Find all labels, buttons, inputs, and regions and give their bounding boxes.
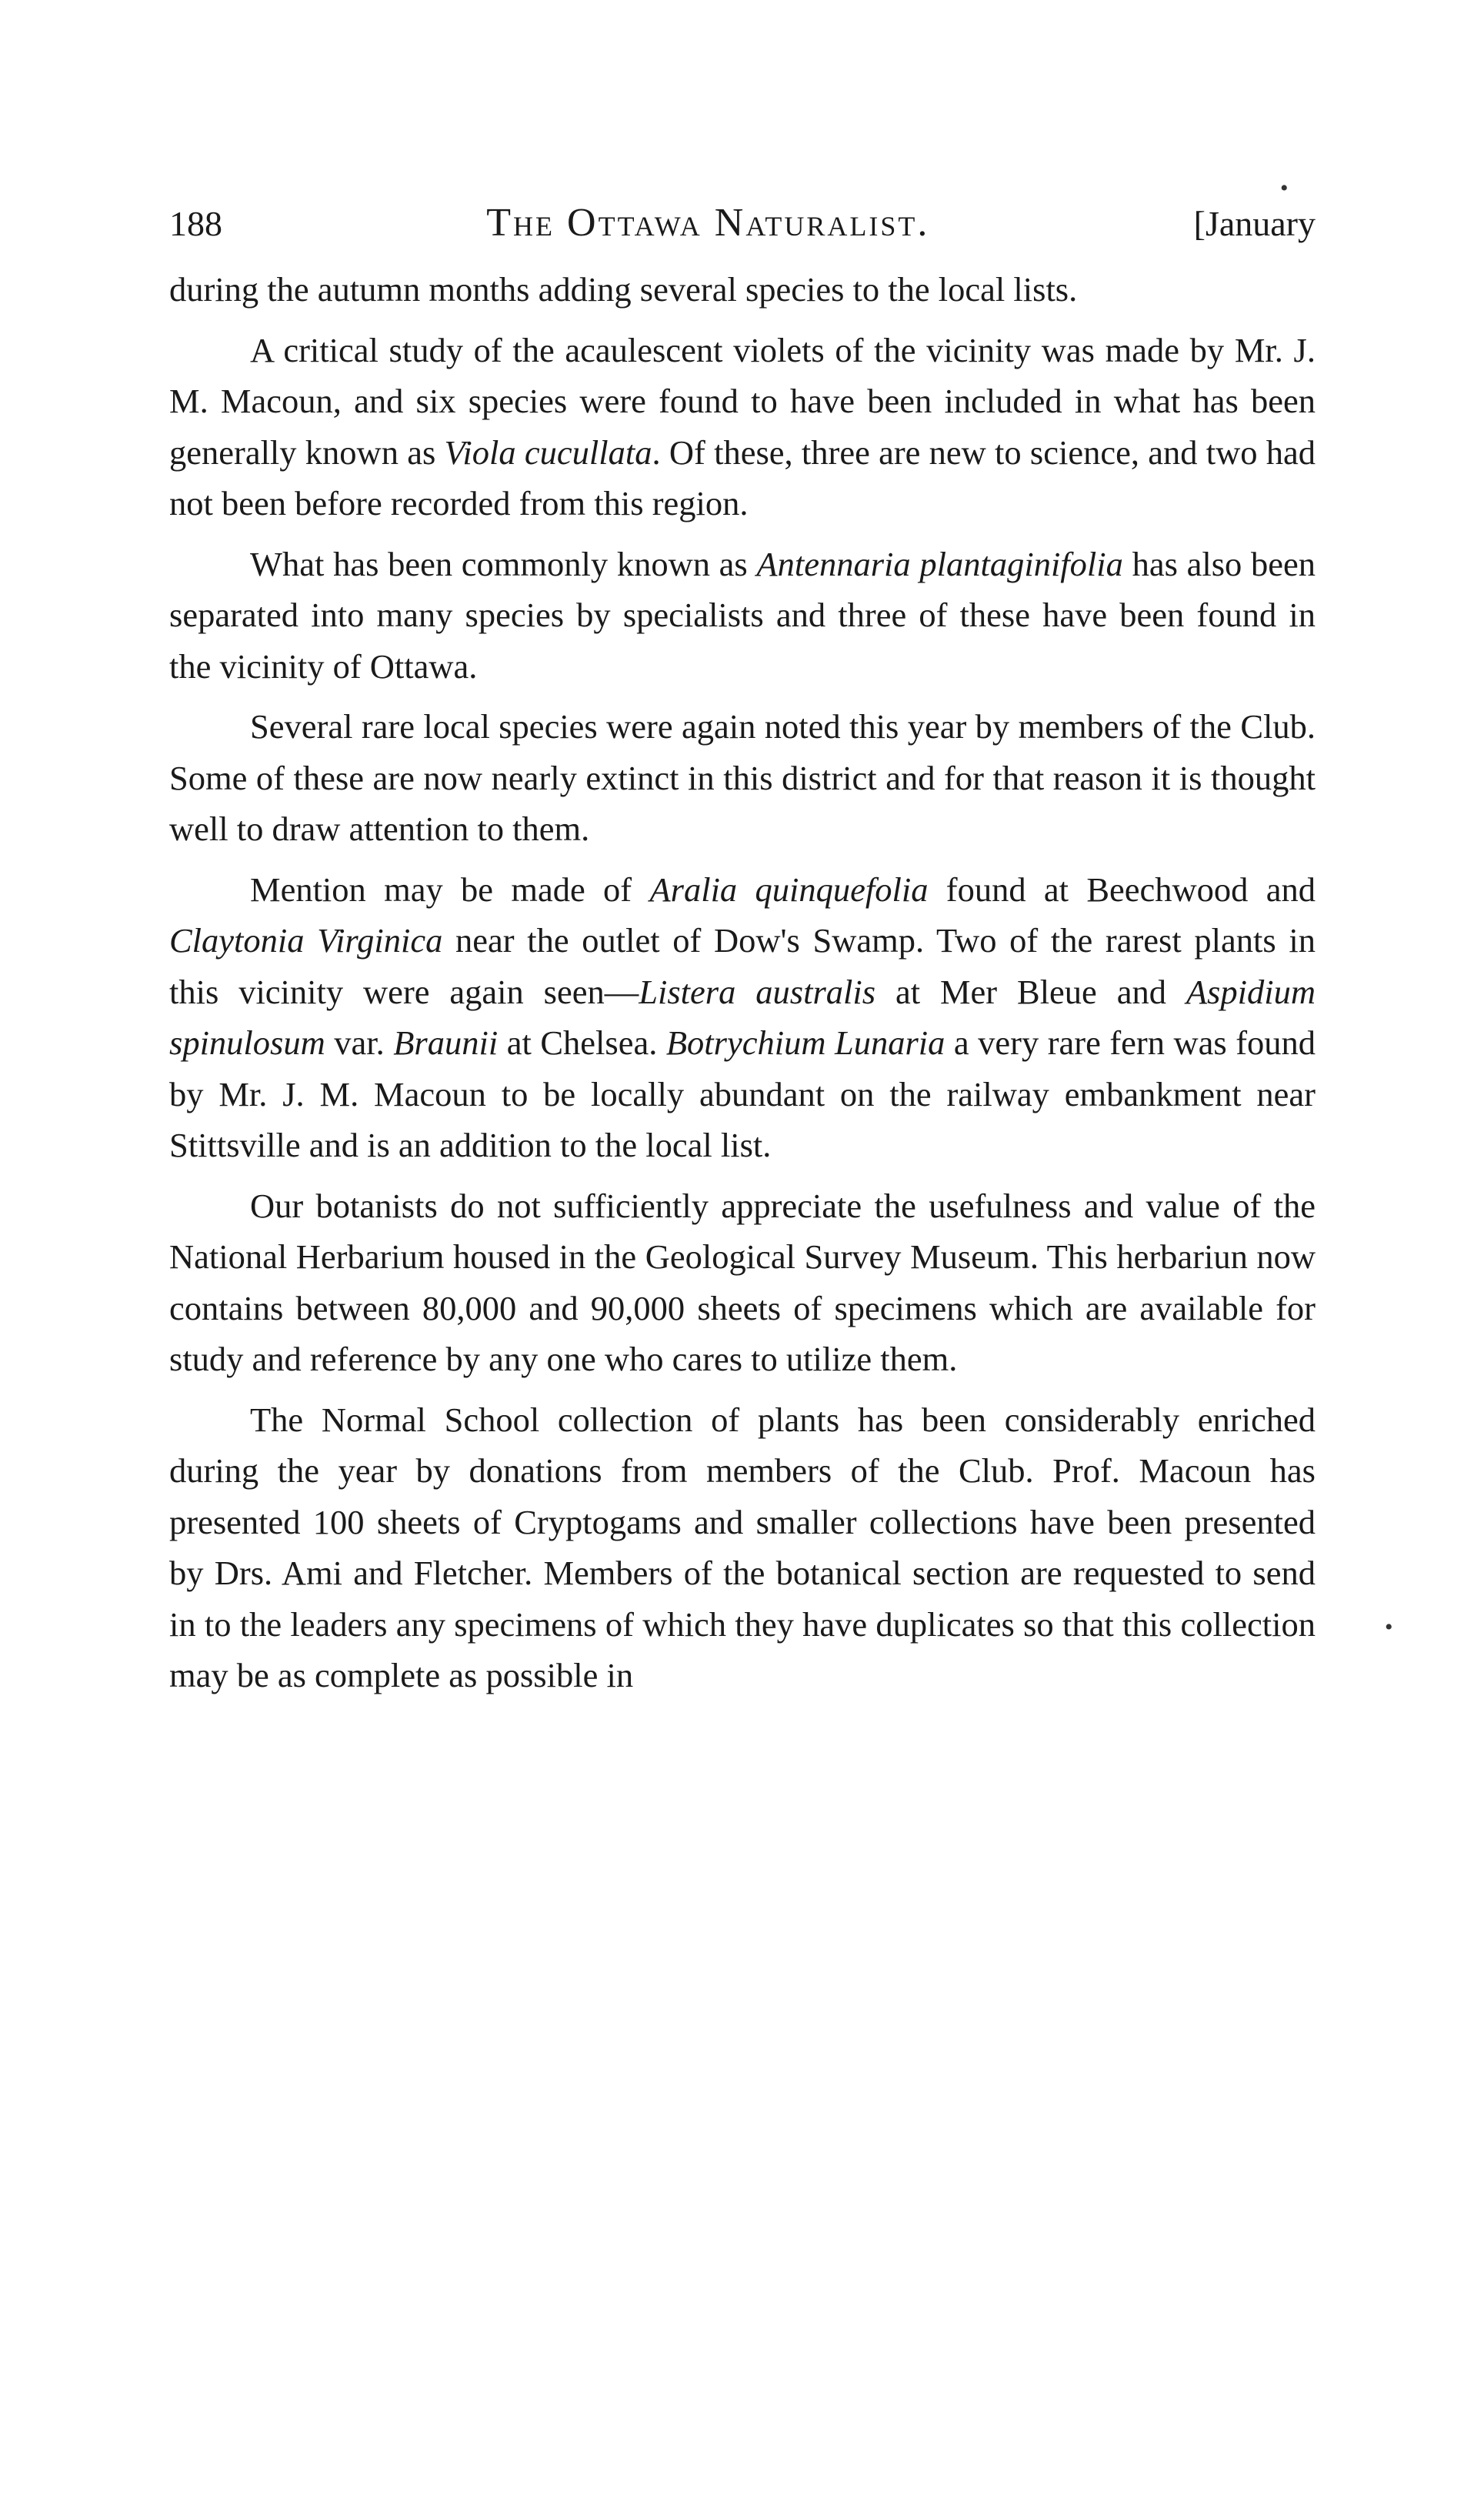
text-run: during the autumn months adding several species to the local lists. — [169, 270, 1078, 309]
paragraph — [169, 325, 1316, 529]
text-run: What has been commonly known as — [250, 544, 757, 583]
text-run: found at Beechwood and — [928, 870, 1316, 909]
paragraph — [169, 701, 1316, 855]
issue-month: [January — [1193, 204, 1316, 243]
text-run: var. — [325, 1023, 394, 1062]
italic-species-name: Braunii — [393, 1023, 499, 1062]
italic-species-name: Botrychium Lunaria — [665, 1023, 945, 1062]
paragraph — [169, 264, 1316, 315]
text-run: Mention may be made of — [250, 870, 650, 909]
text-run: A critical study of the acaulescent violets of the vicinity was made by Mr. J. M. Macoun, and six species were found to have been included in what has been generally known as — [169, 330, 1316, 472]
running-head — [169, 200, 1316, 247]
text-run: The Normal School collection of plants has been considerably enriched during the year by donations from members of the Club. Prof. Macoun has presented 100 sheets of Cryptogams and smaller collections have been presented by Drs. Ami and Fletcher. Members of the botanical section are requested to send in to the leaders any specimens of which they have duplicates so that this collection may be as complete as possible in — [169, 1400, 1316, 1694]
italic-species-name: Listera australis — [639, 972, 876, 1011]
text-run: has also been separated into many species by specialists and three of these have been found in the vicinity of Ottawa. — [169, 544, 1316, 686]
text-run: Our botanists do not sufficiently appreciate the usefulness and value of the National Herbarium housed in the Geological Survey Museum. This herbariun now contains between 80,000 and 90,000 sheets of specimens which are available for study and reference by any one who cares to utilize them. — [169, 1186, 1316, 1378]
stray-dot-right: • — [1385, 1614, 1393, 1640]
text-run: near the outlet of Dow's Swamp. Two of the rarest plants in this vicinity were again seen— — [169, 921, 1316, 1011]
stray-dot-top: • — [1280, 175, 1289, 201]
text-run: at Chelsea. — [498, 1023, 666, 1062]
text-run: at Mer Bleue and — [875, 972, 1186, 1011]
text-run: a very rare fern was found by Mr. J. M. Macoun to be locally abundant on the railway embankment near Stittsville and is an addition to the local list. — [169, 1023, 1316, 1164]
journal-title: The Ottawa Naturalist. — [486, 201, 930, 245]
page — [169, 200, 1316, 1701]
body-text — [169, 264, 1316, 1701]
paragraph — [169, 864, 1316, 1171]
text-run: . Of these, three are new to science, and two had not been before recorded from this region. — [169, 432, 1316, 522]
text-run: Several rare local species were again noted this year by members of the Club. Some of these are now nearly extinct in this district and for that reason it is thought well to draw attention to them. — [169, 707, 1316, 848]
italic-species-name: Claytonia Virginica — [169, 921, 443, 960]
italic-species-name: Antennaria plantaginifolia — [756, 544, 1123, 583]
paragraph — [169, 539, 1316, 693]
italic-species-name: Aralia quinquefolia — [649, 870, 929, 909]
italic-species-name: Aspidium spinulosum — [169, 972, 1316, 1062]
paragraph — [169, 1180, 1316, 1385]
page-number: 188 — [169, 204, 222, 243]
italic-species-name: Viola cucullata — [444, 432, 652, 472]
paragraph — [169, 1394, 1316, 1701]
